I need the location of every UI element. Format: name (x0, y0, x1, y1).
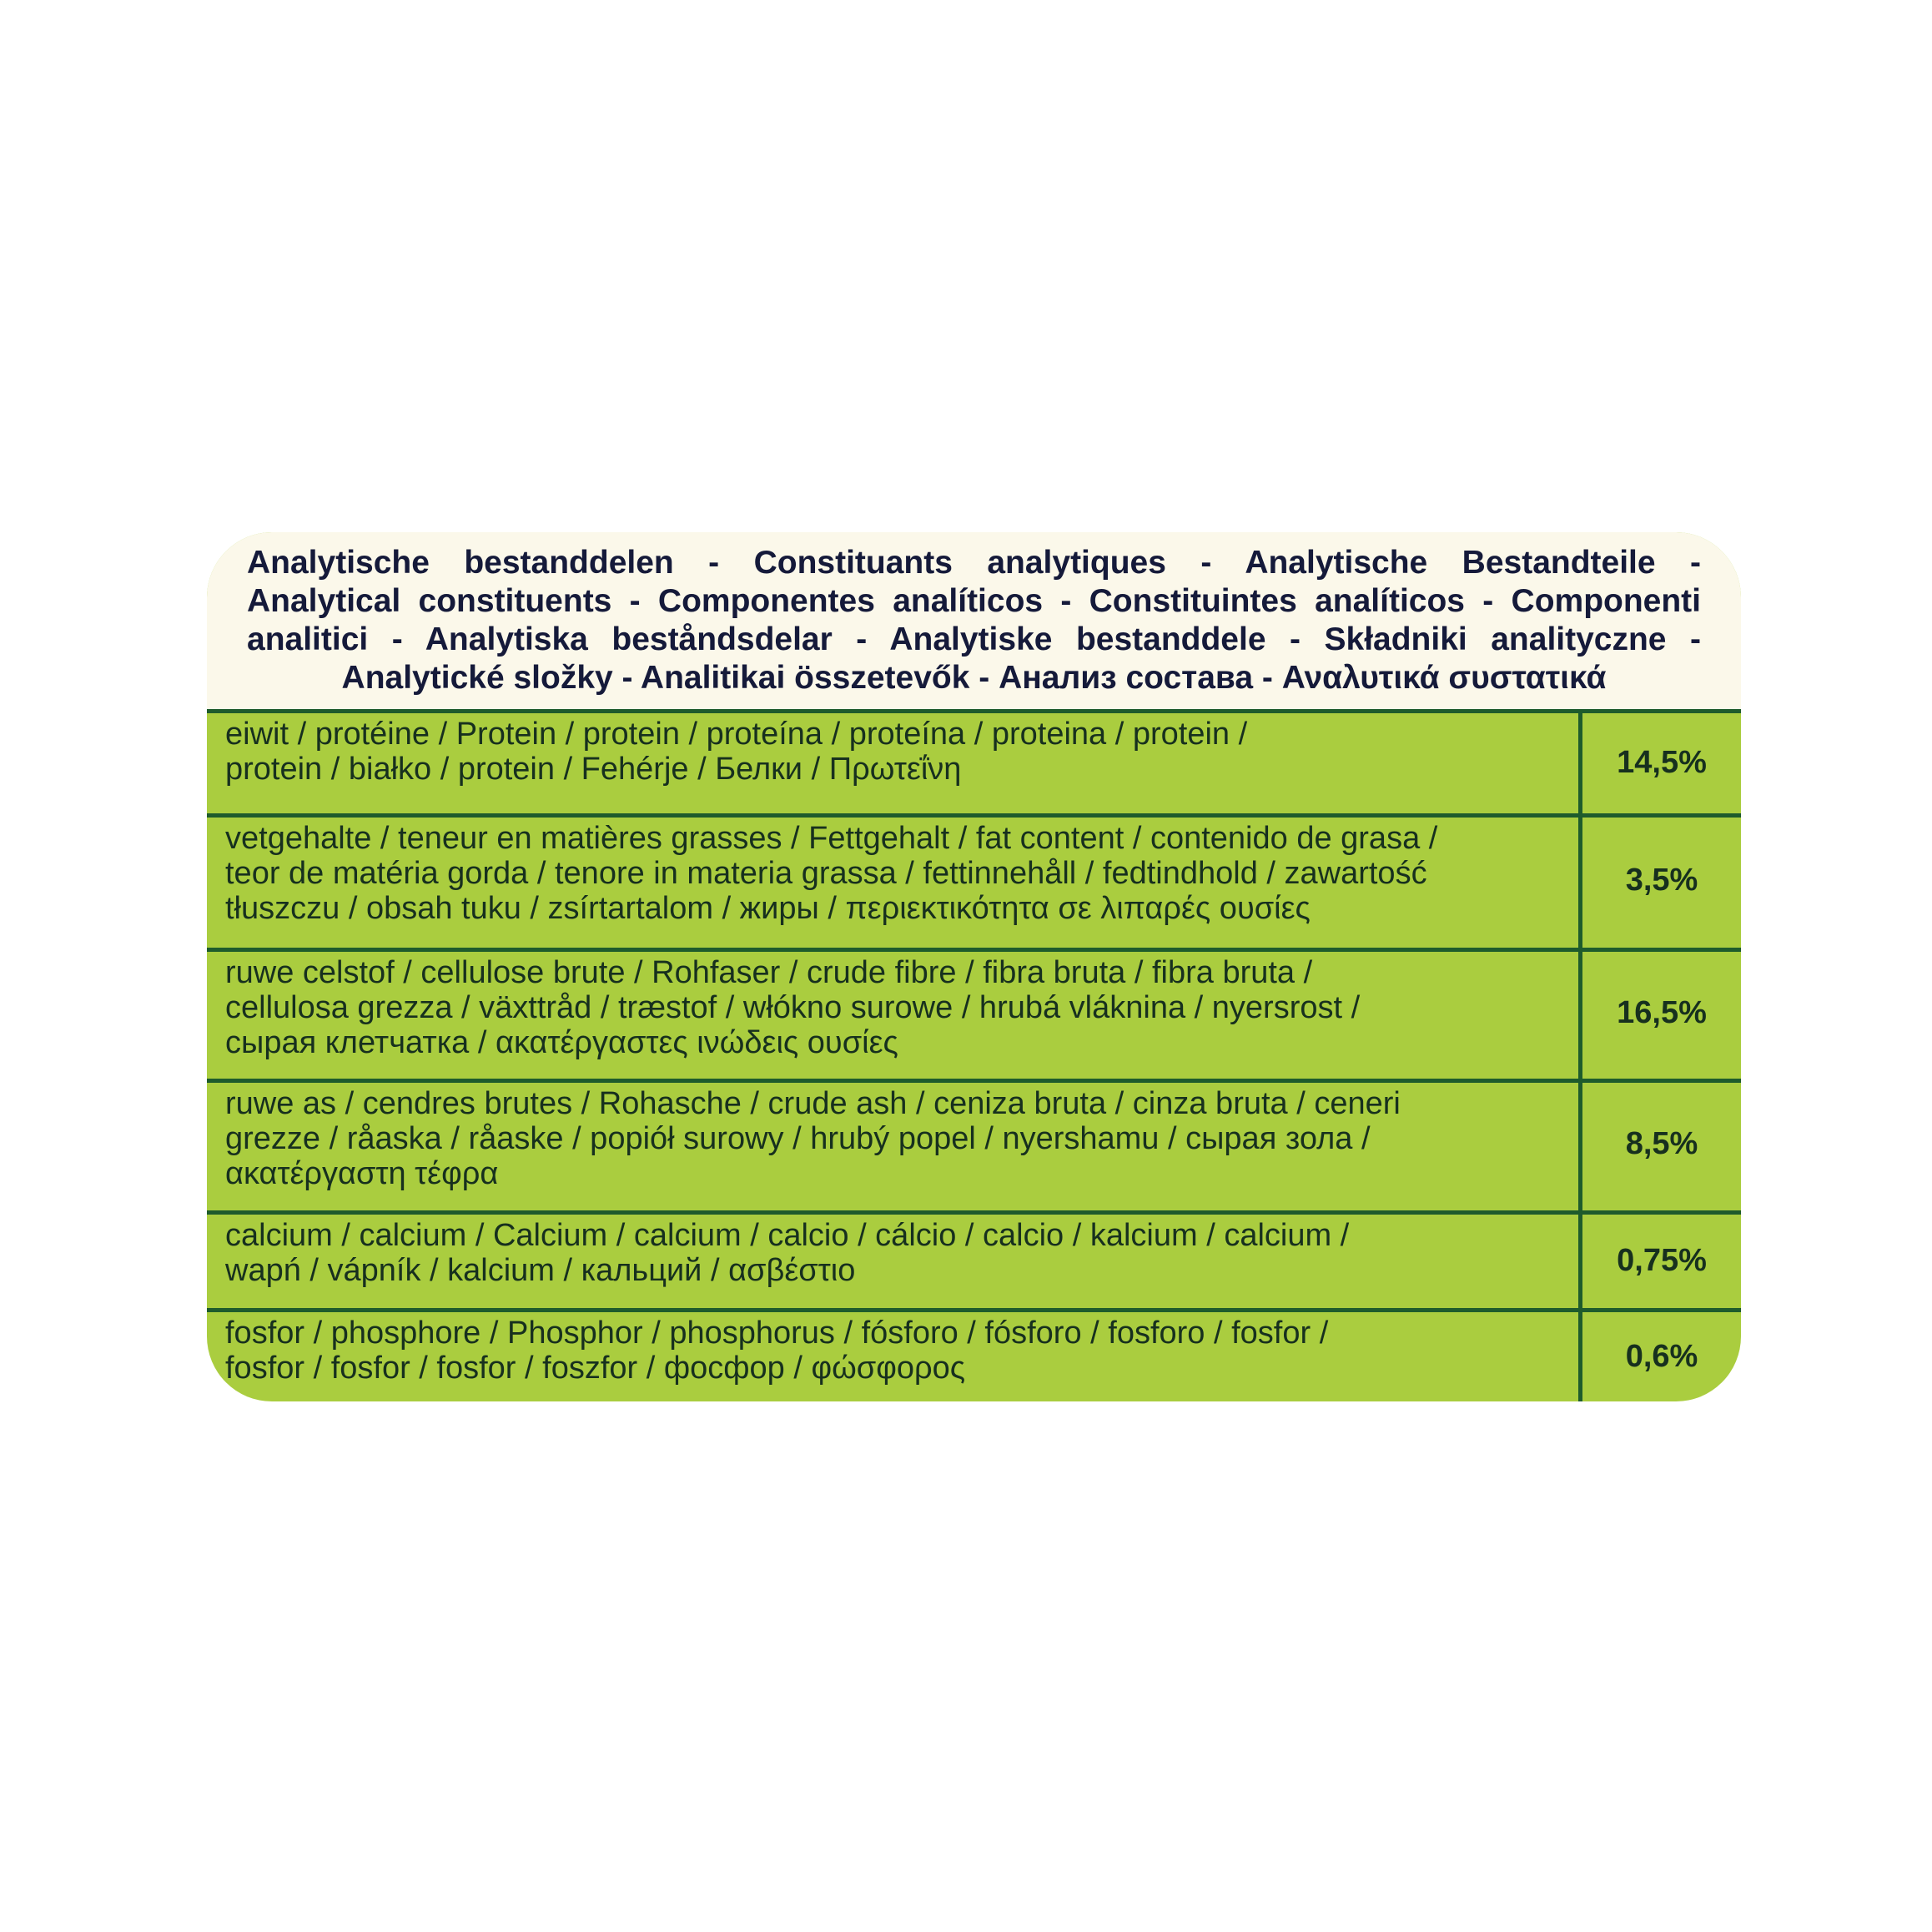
row-label-line: grezze / råaska / råaske / popiół surowy / hrubý popel / nyershamu / сырая зола / (225, 1121, 1371, 1156)
row-value: 14,5% (1617, 745, 1707, 780)
table-row-crude-fibre (207, 952, 1741, 1079)
row-label-line: fosfor / fosfor / fosfor / foszfor / фосфор / φώσφορος (225, 1351, 966, 1386)
row-label (225, 955, 1568, 1060)
row-value: 16,5% (1617, 995, 1707, 1030)
analytical-constituents-table (207, 532, 1741, 1401)
row-value: 3,5% (1625, 863, 1698, 898)
row-label-line: fosfor / phosphore / Phosphor / phosphorus / fósforo / fósforo / fosforo / fosfor / (225, 1316, 1329, 1351)
table-row-calcium (207, 1215, 1741, 1308)
row-label-line: eiwit / protéine / Protein / protein / proteína / proteína / proteina / protein / (225, 717, 1248, 752)
row-label-line: vetgehalte / teneur en matières grasses / Fettgehalt / fat content / contenido de grasa / (225, 821, 1438, 856)
row-label-line: tłuszczu / obsah tuku / zsírtartalom / жиры / περιεκτικότητα σε λιπαρές ουσίες (225, 891, 1311, 926)
table-row-crude-ash (207, 1083, 1741, 1210)
row-label-line: ruwe celstof / cellulose brute / Rohfaser / crude fibre / fibra bruta / fibra bruta / (225, 955, 1313, 990)
row-label (225, 717, 1568, 787)
table-rows (207, 713, 1741, 1401)
table-row-fat-content (207, 818, 1741, 948)
header-line: Analytische bestanddelen - Constituants analytiques - Analytische Bestandteile - (247, 545, 1701, 581)
row-value: 0,6% (1625, 1339, 1698, 1374)
header-line: Analytické složky - Analitikai összetevők - Анализ состава - Αναλυτικά συστατικά (341, 660, 1607, 696)
row-label-line: cellulosa grezza / växttråd / træstof / włókno surowe / hrubá vláknina / nyersrost / (225, 990, 1361, 1025)
row-value: 0,75% (1617, 1243, 1707, 1278)
row-label (225, 1316, 1568, 1386)
row-label-line: сырая клетчатка / ακατέργαστες ινώδεις ουσίες (225, 1025, 898, 1060)
row-label-line: protein / białko / protein / Fehérje / Белки / Πρωτεΐνη (225, 752, 962, 787)
table-header (207, 532, 1741, 713)
row-label-line: ruwe as / cendres brutes / Rohasche / crude ash / ceniza bruta / cinza bruta / ceneri (225, 1086, 1401, 1121)
row-value: 8,5% (1625, 1126, 1698, 1161)
table-row-protein (207, 713, 1741, 813)
row-label-line: calcium / calcium / Calcium / calcium / calcio / cálcio / calcio / kalcium / calcium / (225, 1218, 1350, 1253)
row-label-line: wapń / vápník / kalcium / кальций / ασβέστιο (225, 1253, 856, 1288)
table-row-phosphorus (207, 1312, 1741, 1401)
row-label-line: teor de matéria gorda / tenore in materia grassa / fettinnehåll / fedtindhold / zawartość (225, 856, 1427, 891)
row-label (225, 1218, 1568, 1288)
row-label-line: ακατέργαστη τέφρα (225, 1156, 499, 1191)
row-label (225, 1086, 1568, 1191)
row-label (225, 821, 1568, 926)
header-line: Analytical constituents - Componentes analíticos - Constituintes analíticos - Componenti (247, 583, 1701, 619)
header-line: analitici - Analytiska beståndsdelar - Analytiske bestanddele - Składniki analityczne - (247, 621, 1701, 657)
